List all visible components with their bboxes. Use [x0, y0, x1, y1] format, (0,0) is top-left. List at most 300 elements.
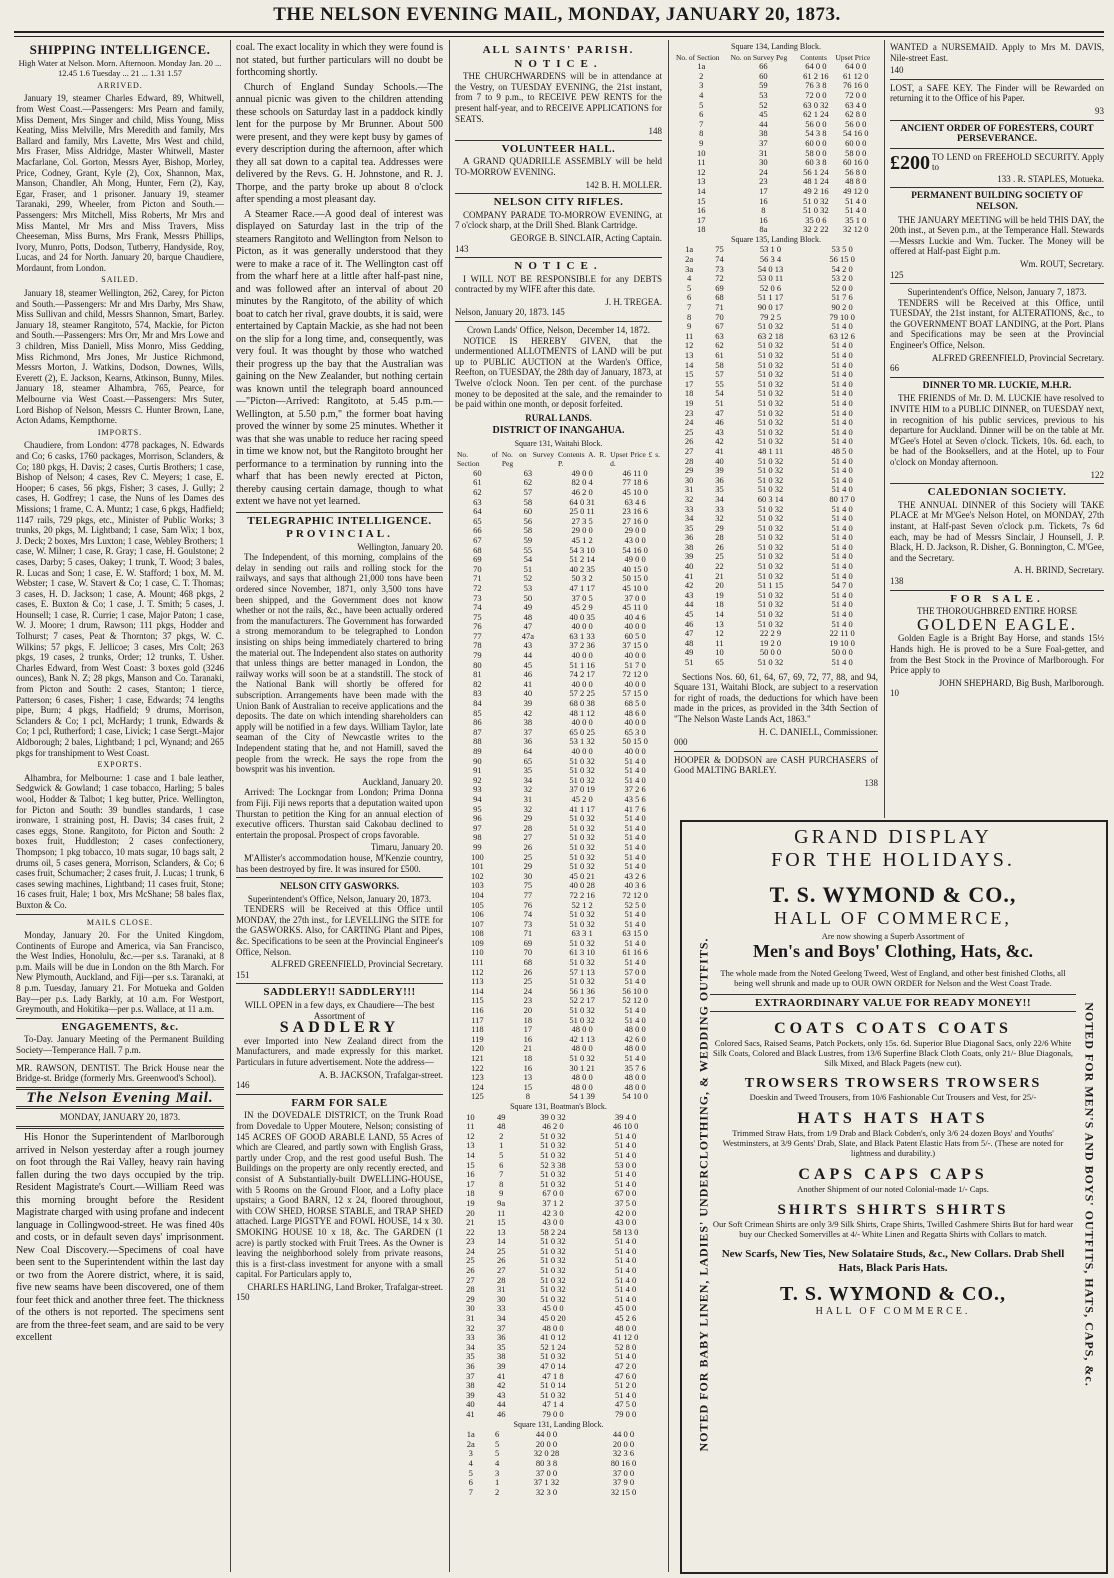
table-cell: 72 12 0 [622, 669, 648, 680]
table-cell: 79 2 5 [759, 311, 782, 322]
table-cell: 40 0 0 [571, 717, 593, 728]
table-cell: 11 [685, 330, 694, 341]
table-cell: 51 0 32 [757, 484, 784, 495]
table-cell: 16 [759, 195, 768, 206]
table-cell: 74 2 17 [569, 669, 595, 680]
table-cell: 69 [715, 282, 724, 293]
table-cell: 13 [523, 1072, 533, 1083]
heading-gasworks: NELSON CITY GASWORKS. [280, 881, 399, 892]
table-cell: 51 4 0 [624, 1005, 646, 1016]
table-cell: 112 [471, 966, 484, 977]
heading-square-131-boatman: Square 131, Boatman's Block. [510, 1101, 607, 1111]
table-cell: 3a [685, 263, 694, 274]
table-cell: 71 [473, 573, 482, 584]
table-cell: 59 [759, 80, 768, 91]
superintendent-office: Superintendent's Office, Nelson, January 7, 1873. [907, 287, 1087, 298]
horse-signature: JOHN SHEPHARD, Big Bush, Marlborough. [938, 677, 1104, 688]
heading-mails: MAILS CLOSE. [86, 917, 154, 927]
table-cell: 33 [466, 1332, 475, 1343]
table-cell: 97 [473, 822, 482, 833]
table-cell: 46 [496, 1408, 506, 1419]
table-cell: 57 1 13 [569, 966, 595, 977]
table-cell: 40 [684, 561, 694, 572]
table-cell: 4 [699, 89, 704, 100]
table-cell: 53 [759, 89, 768, 100]
table-cell: 51 4 0 [831, 474, 853, 485]
safe-key-number: 93 [1095, 105, 1104, 116]
table-cell: 18 [523, 1014, 533, 1025]
table-cell: 31 [466, 1313, 475, 1324]
table-cell: 56 [523, 515, 533, 526]
heading-allsaints: ALL SAINTS' PARISH. [482, 44, 635, 56]
table-cell: 35 [523, 765, 533, 776]
table-cell: 15 [496, 1217, 506, 1228]
table-cell: 48 6 0 [624, 707, 646, 718]
caledonian-text: THE ANNUAL DINNER of this Society will TAKE PLACE at Mr M'Gee's Nelson Hotel, on MONDAY, 27th instant, at Half-past Seven o'clock p.m. Tickets, 7s 6d each, may be had of Messrs Sinclair, J Hounsell, J. P. Black, H. D. Jackson, R. Disher, G. Bonnington, C. M'Gee, and the Secretary. [890, 499, 1104, 563]
table-cell: 51 2 0 [615, 1380, 637, 1391]
table-cell: 1a [685, 244, 694, 255]
table-cell: 17 [759, 185, 768, 196]
table-cell: 48 1 24 [803, 176, 829, 187]
table-cell: 65 [523, 755, 533, 766]
table-cell: 32 3 6 [612, 1448, 635, 1459]
table-cell: 50 3 2 [571, 573, 593, 584]
table-cell: 51 0 32 [757, 532, 784, 543]
ad-trowsers: TROWSERS TROWSERS TROWSERS [744, 1076, 1042, 1091]
table-cell: 25 [466, 1255, 475, 1266]
table-cell: 51 4 0 [624, 765, 646, 776]
table-cell: 63 [523, 467, 533, 478]
table-cell: 28 [466, 1284, 475, 1295]
table-cell: 78 [473, 640, 482, 651]
table-cell: 51 4 0 [831, 551, 853, 562]
table-cell: 51 0 32 [569, 832, 595, 843]
table-cell: 54 [715, 388, 724, 399]
table-cell: 51 0 32 [569, 1014, 595, 1025]
table-cell: 51 4 0 [615, 1236, 637, 1247]
heading-district: DISTRICT OF INANGAHUA. [492, 425, 625, 437]
table-cell: 20 0 0 [612, 1438, 635, 1449]
table-cell: 51 4 0 [624, 1014, 646, 1025]
table-cell: 2a [685, 254, 694, 265]
table-cell: 22 [715, 561, 724, 572]
divider [455, 140, 662, 141]
table-cell: 41 [715, 445, 724, 456]
table-cell: 16 [466, 1169, 475, 1180]
table-cell: 52 1 2 [571, 899, 593, 910]
table-cell: 26 [684, 436, 694, 447]
table-cell: 11 [715, 637, 724, 648]
table-cell: 102 [471, 870, 484, 881]
ad-side-text-right: NOTED FOR MEN'S AND BOYS' OUTFITS, HATS, CAPS, &c. [1082, 1002, 1097, 1387]
caledonian-number: 138 [890, 575, 904, 586]
table-cell: 72 2 16 [569, 889, 595, 900]
table-cell: 104 [471, 889, 484, 900]
divider [16, 1126, 224, 1129]
table-cell: 51 1 17 [757, 292, 784, 303]
table-cell: 17 [684, 378, 694, 389]
table-cell: 43 2 6 [624, 870, 646, 881]
table-cell: 47 6 0 [615, 1370, 637, 1381]
table-cell: 54 16 0 [622, 544, 648, 555]
table-cell: 46 10 0 [612, 1121, 639, 1132]
table-cell: 48 1 11 [757, 445, 784, 456]
table-cell: 27 [466, 1274, 475, 1285]
table-cell: 61 [473, 477, 482, 488]
table-cell: 51 4 0 [624, 957, 646, 968]
table-cell: 1a [697, 61, 706, 72]
table-cell: 82 [473, 678, 482, 689]
table-cell: 51 0 32 [757, 426, 784, 437]
rifles-number: 143 [455, 243, 469, 254]
table-cell: 37 2 36 [569, 640, 595, 651]
gasworks-signature: ALFRED GREENFIELD, Provincial Secretary. [270, 959, 443, 970]
table-cell: 111 [471, 957, 484, 968]
table-cell: 9 [499, 1188, 504, 1199]
table-cell: 63 2 18 [757, 330, 784, 341]
table-cell: 51 4 0 [831, 532, 853, 543]
table-cell: 38 [466, 1380, 475, 1391]
table-cell: 56 15 0 [829, 254, 855, 265]
table-cell: 51 0 32 [757, 599, 784, 610]
table-cell: 51 0 32 [569, 976, 595, 987]
table-cell: 43 [684, 589, 694, 600]
table-cell: 39 [684, 551, 694, 562]
table-cell: 36 [684, 532, 694, 543]
table-cell: 53 [523, 582, 533, 593]
volunteer-text: A GRAND QUADRILLE ASSEMBLY will be held TO-MORROW EVENING. [455, 156, 662, 177]
table-cell: 46 2 0 [542, 1121, 564, 1132]
ad-scarfs: New Scarfs, New Ties, New Solataire Studs, &c., New Collars. Drab Shell Hats, Black Paris Hats. [721, 1248, 1065, 1274]
table-cell: 51 0 32 [757, 417, 784, 428]
table-cell: 41 [466, 1408, 475, 1419]
table-cell: 53 0 0 [615, 1159, 637, 1170]
table-cell: 51 4 0 [831, 609, 853, 620]
heading-imports: IMPORTS. [97, 427, 143, 437]
table-cell: 1 [499, 1140, 504, 1151]
table-cell: 33 [715, 503, 724, 514]
table-cell: 100 [471, 851, 484, 862]
table-cell: 6 [687, 292, 692, 303]
table-cell: 51 4 0 [831, 599, 853, 610]
table-cell: 30 [466, 1303, 475, 1314]
table-cell: 13 [466, 1140, 475, 1151]
table-cell: 63 [715, 330, 724, 341]
table-cell: 98 [473, 832, 482, 843]
table-cell: 45 2 9 [571, 602, 593, 613]
table-cell: 51 0 32 [757, 397, 784, 408]
table-cell: 37 [759, 137, 768, 148]
table-cell: 48 0 0 [542, 1322, 564, 1333]
building-society-text: THE JANUARY MEETING will be held THIS DAY, the 20th inst., at Seven p.m., at the Temperance Hall. Stewards—Messrs Luckie and Wm. Tucker. The Money will be offered at Half-past Eight p.m. [890, 214, 1104, 257]
table-cell: 56 1 24 [803, 166, 829, 177]
table-cell: 31 [523, 793, 533, 804]
mails-text: Monday, January 20. For the United Kingdom, Continents of Europe and America, via San Francisco, the West Indies, Honolulu, &c.—per s.s. Taranaki, at 8 p.m. Mails will be due in London on the 8th March. For New Plymouth, Auckland, and Fiji—per s.s. Taranaki, at 8 p.m. Tuesday, January 21. For Motueka and Golden Bay—per p.s. Lady Barkly, at 10 a.m. For Westport, Greymouth, and Hokitika—per p.s. Wallace, at 11 a.m. [16, 930, 224, 1015]
table-cell: 49 0 0 [624, 554, 646, 565]
table-cell: 51 0 32 [540, 1284, 566, 1295]
table-cell: 122 [471, 1062, 484, 1073]
farm-text: IN the DOVEDALE DISTRICT, on the Trunk Road from Dovedale to Upper Moutere, Nelson; consisting of 145 ACRES OF GOOD ARABLE LAND, 55 Acres of which are Cleared, and partly sown with English Grass, partly under Crop, and the rest good useful Bush. The Buildings on the property are only recently erected, and consist of A Substantially-built DWELLING-HOUSE, with 5 Rooms on the Ground Floor, and a Lofty place upstairs; a Good BARN, 12 x 24, floored throughout, with COW SHED, HORSE STABLE, and TRAP SHED attached. Large PIGSTYE and FOWL HOUSE, 14 x 30. SMOKING HOUSE 10 x 18, &c. The GARDEN (1 acre) is partly stocked with Fruit Trees. As the Owner is leaving the neighborhood solely from private reasons, this is a first-class investment for anyone with a small capital. For Particulars apply to, [236, 1110, 443, 1280]
table-cell: 114 [471, 985, 484, 996]
table-cell: 37 2 6 [624, 784, 646, 795]
wellington-text: The Independent, of this morning, complains of the delay in sending out rails and rolling stock for the railways, and says that although 21,000 tons have been ordered since November, 1871, only 3,500 tons have been shipped, and the Government does not know whether or not the rails, &c., have been actually ordered from the manufacturers. The Government has forwarded a strong memorandum to be telegraphed to London insisting on ships being immediately chartered to bring the material out. The Independent also states on authority that unless things are better managed in London, the railway works will soon be at a standstill. The stock of the National Bank will shortly be offered for subscription. Arrangements have been made with the Union Bank of Australian to receive applications and the deposits. The date on which intending shareholders can apply will be notified in a few days. William Taylor, late seaman of the City of Newcastle writes to the Independent stating that he, and not Hamill, saved the people from the wreck. He says the rope from the bowsprit was his invention. [236, 552, 443, 775]
table-cell: 60 3 14 [757, 493, 784, 504]
table-cell: 14 [697, 185, 706, 196]
table-cell: 51 4 0 [624, 822, 646, 833]
table-cell: 48 [523, 611, 533, 622]
table-cell: 32 15 0 [610, 1486, 637, 1497]
table-cell: 51 4 0 [615, 1293, 637, 1304]
table-cell: 48 0 0 [571, 1024, 593, 1035]
table-cell: 45 [684, 609, 694, 620]
ad-whole-made: The whole made from the Noted Geelong Tweed, West of England, and other best finished Cloths, all being well shrunk and made up to OUR OWN ORDER for Nelson and the West Coast Trade. [720, 968, 1066, 988]
table-square-131-boatman [455, 1113, 662, 1420]
table-cell: 51 4 0 [831, 407, 853, 418]
table-cell: 118 [471, 1024, 484, 1035]
heading-arrived: ARRIVED. [97, 80, 143, 90]
table-cell: 47 [684, 628, 694, 639]
table-cell: 51 0 32 [569, 813, 595, 824]
engagements-text: To-Day. January Meeting of the Permanent Building Society—Temperance Hall. 7 p.m. [16, 1034, 224, 1056]
table-cell: 51 0 32 [757, 436, 784, 447]
table-cell: 23 16 6 [622, 506, 648, 517]
table-cell: 15 [523, 1081, 533, 1092]
table-cell: 46 11 0 [622, 467, 648, 478]
horse-name: GOLDEN EAGLE. [916, 614, 1078, 634]
table-cell: 40 3 6 [624, 880, 646, 891]
table-cell: 46 [684, 618, 694, 629]
table-cell: 51 0 32 [569, 957, 595, 968]
table-cell: 51 4 0 [831, 589, 853, 600]
saddlery-signature: A. B. JACKSON, Trafalgar-street. [318, 1069, 443, 1080]
heading-notice-2: NOTICE. [514, 260, 603, 273]
table-cell: 44 0 0 [612, 1429, 635, 1440]
table-cell: 13 [684, 350, 694, 360]
table-cell: 43 [523, 640, 533, 651]
rifles-text: COMPANY PARADE TO-MORROW EVENING, at 7 o'clock sharp, at the Drill Shed. Blank Cartridge. [455, 209, 662, 231]
table-cell: 6 [499, 1159, 504, 1170]
table-cell: 51 0 32 [540, 1255, 566, 1266]
table-cell: 74 [715, 254, 724, 265]
table-cell: 51 4 0 [615, 1351, 637, 1362]
table-cell: 62 1 24 [803, 109, 829, 120]
table-cell: 35 [466, 1351, 475, 1362]
table-cell: 49 12 0 [842, 185, 869, 196]
table-cell: 63 0 32 [803, 99, 829, 110]
table-cell: 25 [715, 551, 724, 562]
table-cell: 51 4 0 [831, 455, 853, 466]
table-cell: 121 [471, 1053, 484, 1063]
table-cell: 32 [466, 1322, 475, 1333]
table-cell: 48 0 0 [571, 1043, 593, 1054]
table-cell: 9 [687, 321, 692, 332]
table-cell: 47 5 0 [615, 1399, 637, 1410]
table-cell: 62 [473, 486, 482, 497]
saddlery-text: ever Imported into New Zealand direct from the Manufacturers, and made expressly for this market. Particulars in future advertisement. Note the address— [236, 1035, 443, 1067]
table-cell: 54 7 0 [831, 580, 853, 591]
table-cell: 23 [466, 1236, 475, 1247]
divider [16, 1059, 224, 1060]
table-cell: 45 2 0 [571, 793, 593, 804]
table-cell: 51 4 0 [624, 909, 646, 920]
table-cell: 21 [523, 1043, 533, 1054]
table-cell: 69 [473, 554, 482, 565]
table-cell: 72 0 0 [805, 89, 827, 100]
table-cell: 44 [496, 1399, 506, 1410]
tide-table: High Water at Nelson. Morn. Afternoon. Monday Jan. 20 ... 12.45 1.6 Tuesday ... 21 ... 1.31 1.57 [18, 57, 222, 79]
table-cell: 74 [523, 909, 533, 920]
ad-caps: CAPS CAPS CAPS [798, 1166, 988, 1183]
table-cell: 13 [697, 176, 706, 187]
table-cell: 31 [759, 147, 768, 158]
table-cell: 51 0 32 [757, 340, 784, 351]
table-cell: 8 [699, 128, 704, 139]
table-cell: 53 1 32 [569, 736, 595, 747]
table-cell: 10 [715, 647, 724, 658]
table-cell: 60 0 0 [845, 137, 867, 148]
table-cell: 26 [523, 966, 533, 977]
table-cell: 51 0 32 [540, 1293, 566, 1304]
table-cell: 12 [466, 1130, 475, 1141]
table-cell: 47 1 8 [542, 1370, 564, 1381]
table-cell: 52 [523, 573, 533, 584]
table-cell: 64 0 0 [805, 61, 827, 72]
table-cell: 60 0 0 [805, 137, 827, 148]
divider [674, 751, 878, 752]
table-cell: 105 [471, 899, 484, 910]
table-cell: 125 [471, 1091, 484, 1102]
table-cell: 51 0 32 [757, 388, 784, 399]
table-cell: 36 [715, 474, 724, 485]
table-cell: 30 [523, 870, 533, 881]
table-cell: 51 4 0 [624, 851, 646, 862]
table-cell: 103 [471, 880, 484, 891]
table-cell: 110 [471, 947, 484, 958]
table-cell: 51 0 32 [757, 609, 784, 620]
table-cell: 34 [466, 1341, 475, 1352]
table-cell: 45 0 20 [540, 1313, 566, 1324]
luckie-dinner-number: 122 [1090, 469, 1104, 480]
table-cell: 51 4 0 [615, 1274, 637, 1285]
lend-text: TO LEND on FREEHOLD SECURITY. Apply to [932, 151, 1104, 173]
table-cell: 75 [523, 880, 533, 891]
table-cell: 120 [471, 1043, 484, 1054]
table-cell: 55 [715, 378, 724, 389]
table-cell: 35 7 6 [624, 1062, 646, 1073]
table-cell: 48 0 0 [571, 1081, 593, 1092]
table-cell: 39 4 0 [615, 1111, 637, 1122]
table-cell: 113 [471, 976, 484, 987]
divider [236, 983, 443, 984]
table-cell: 32 [715, 513, 724, 524]
table-cell: 31 [684, 484, 694, 495]
table-cell: 32 12 0 [842, 224, 869, 235]
table-cell: 56 1 36 [569, 985, 595, 996]
table-cell: 51 4 0 [831, 417, 853, 428]
heading-rural: RURAL LANDS. [525, 412, 592, 423]
table-cell: 56 8 0 [845, 166, 867, 177]
heading-sailed: SAILED. [101, 275, 139, 285]
table-cell: 67 0 0 [542, 1188, 564, 1199]
table-cell: 51 7 0 [624, 659, 646, 670]
table-cell: 54 0 13 [757, 263, 784, 274]
table-cell: 50 15 0 [622, 736, 648, 747]
heading-notice: NOTICE. [514, 57, 603, 70]
timaru-text: M'Allister's accommodation house, M'Kenzie country, has been destroyed by fire. It was insured for £500. [236, 852, 443, 874]
table-cell: 63 1 33 [569, 630, 595, 641]
table-cell: 18 [684, 388, 694, 399]
table-cell: 7 [699, 118, 704, 129]
table-cell: 51 4 0 [615, 1255, 637, 1266]
table-cell: 51 [715, 397, 724, 408]
table-cell: 51 4 0 [831, 570, 853, 581]
table-cell: 45 11 0 [622, 602, 648, 613]
ad-firm-name-footer: T. S. WYMOND & CO., [779, 1283, 1007, 1305]
table-cell: 73 [473, 592, 482, 603]
table-cell: 67 [473, 534, 482, 545]
table-cell: 76 [523, 899, 533, 910]
daniell-signature: H. C. DANIELL, Commissioner. [758, 726, 878, 737]
table-cell: 65 0 25 [569, 726, 595, 737]
table-cell: 52 3 38 [540, 1159, 566, 1170]
table-cell: 47 1 4 [542, 1399, 564, 1410]
table-cell: 3 [699, 80, 704, 91]
table-cell: 25 [523, 851, 533, 862]
table-cell: 63 4 6 [624, 496, 646, 507]
table-cell: 79 [473, 650, 482, 661]
table-cell: 74 [473, 602, 482, 613]
table-cell: 29 [466, 1293, 475, 1304]
table-header: Upset Price £ s. d. [610, 449, 660, 469]
table-cell: 41 7 6 [624, 803, 646, 814]
allsaints-text: THE CHURCHWARDENS will be in attendance at the Vestry, on TUESDAY EVENING, the 21st instant, from 7 to 9 p.m., to RECEIVE PEW RENTS for the present half-year, and to RECEIVE APPLICATIONS for SEATS. [455, 71, 662, 124]
boat-landing-text: TENDERS will be Received at this Office, until TUESDAY, the 21st instant, for ALTERATIONS, &c., to the GOVERNMENT BOAT LANDING, at the Port. Plans and Specifications may be seen at the Provincial Engineer's Office, Nelson. [890, 297, 1104, 351]
table-cell: 35 1 0 [845, 214, 867, 225]
column-1 [16, 42, 224, 1572]
table-cell: 124 [471, 1081, 484, 1092]
table-cell: 35 0 6 [805, 214, 827, 225]
table-cell: 12 [715, 628, 724, 639]
table-cell: 40 0 0 [571, 621, 593, 632]
table-cell: 30 [684, 474, 694, 485]
table-cell: 93 [473, 784, 482, 795]
table-cell: 61 16 6 [622, 947, 648, 958]
table-cell: 83 [473, 688, 482, 699]
table-cell: 51 1 15 [757, 580, 784, 591]
table-cell: 47 [523, 621, 533, 632]
farm-signature: CHARLES HARLING, Land Broker, Trafalgar-street. [247, 1281, 443, 1292]
table-cell: 40 0 28 [569, 880, 595, 891]
table-cell: 37 0 0 [612, 1467, 635, 1478]
table-cell: 76 16 0 [842, 80, 869, 91]
table-cell: 57 [715, 369, 724, 380]
building-society-signature: Wm. ROUT, Secretary. [1020, 258, 1104, 269]
table-header: Contents A. R. P. [558, 449, 607, 469]
table-cell: 45 10 0 [622, 582, 648, 593]
table-cell: 51 0 32 [757, 561, 784, 572]
table-cell: 15 [684, 369, 694, 380]
exports-text: Alhambra, for Melbourne: 1 case and 1 bale leather, Sedgwick & Gowland; 1 case tobacco, Harling; 5 bales wool, Hodder & Talbot; 1 keg butter, Price. Wellington, for Picton and South: 39 bundles standards, 1 case ironware, 1 straining post, H. Davis; 34 cases fruit, 2 cases eggs, Stone. Rangitoto, for Picton and South: 2 boxes fruit, Huddleston; 2 cases confectionery, Thompson; 1 pkg tobacco, 10 mats sugar, 10 bags salt, 2 drums oil, 5 cases genera, Morrison, Sclanders, & Co; 6 cases fruit, Schumacher; 2 cases fruit, J. Lucas; 1 trunk, 6 cases sewing machines, Lightband; 11 cases fruit, Stone; 16 cases fruit, Hale; 1 box, Mrs McShane; 58 bales flax, Buxton & Co. [16, 772, 224, 910]
table-cell: 58 0 0 [845, 147, 867, 158]
table-cell: 40 15 0 [622, 563, 648, 574]
ad-side-text-left: NOTED FOR BABY LINEN, LADIES' UNDERCLOTHING, & WEDDING OUTFITS. [696, 937, 711, 1452]
table-cell: 64 0 31 [569, 496, 595, 507]
table-cell: 23 [523, 995, 533, 1006]
table-cell: 32 2 22 [803, 224, 829, 235]
table-cell: 48 [496, 1121, 506, 1132]
table-cell: 41 0 12 [540, 1332, 566, 1343]
table-cell: 30 1 21 [569, 1062, 595, 1073]
